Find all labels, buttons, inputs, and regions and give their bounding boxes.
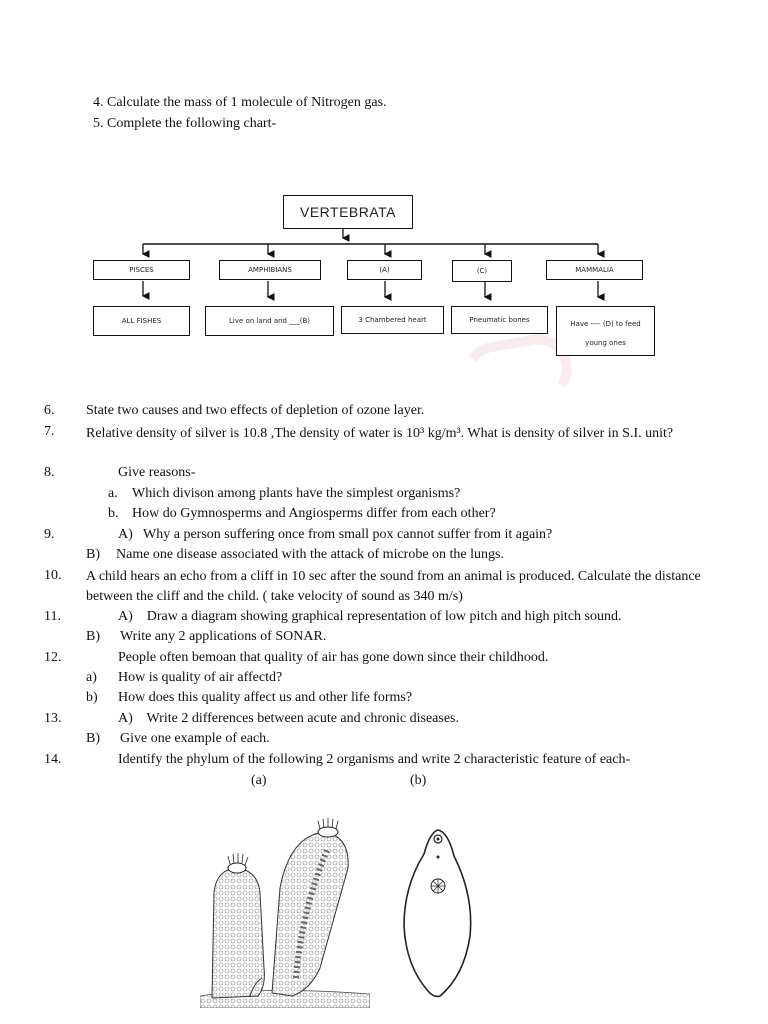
chart-leaf-have-d: Have ---- (D) to feed young ones [556, 306, 655, 356]
q9-num: 9. [44, 527, 55, 542]
figure-label-b: (b) [410, 773, 427, 788]
organism-b-flatworm-drawing [398, 826, 478, 1001]
q6-num: 6. [44, 403, 55, 418]
organism-a-sponge-drawing [200, 818, 370, 1008]
q11b-num: B) [86, 629, 100, 644]
q14-num: 14. [44, 752, 62, 767]
q13-num: 13. [44, 711, 62, 726]
q7-num: 7. [44, 424, 55, 439]
question-5: 5. Complete the following chart- [93, 116, 277, 131]
q12-num: 12. [44, 650, 62, 665]
question-4: 4. Calculate the mass of 1 molecule of Nitrogen gas. [93, 95, 387, 110]
q9b-text: Name one disease associated with the attack of microbe on the lungs. [116, 547, 504, 562]
q11a-text: A) Draw a diagram showing graphical representation of low pitch and high pitch sound. [118, 609, 622, 624]
q12a-text: How is quality of air affectd? [118, 670, 283, 685]
q13b-num: B) [86, 731, 100, 746]
chart-node-pisces: PISCES [93, 260, 190, 280]
q12a-num: a) [86, 670, 97, 685]
q11b-text: Write any 2 applications of SONAR. [120, 629, 327, 644]
q14-text: Identify the phylum of the following 2 organisms and write 2 characteristic feature of each- [118, 752, 631, 767]
q8b-num: b. [108, 506, 119, 521]
q6-text: State two causes and two effects of depletion of ozone layer. [86, 403, 425, 418]
q9b-num: B) [86, 547, 100, 562]
q7-text: Relative density of silver is 10.8 ,The density of water is 10³ kg/m³. What is density of silver in S.I. unit? [86, 426, 674, 441]
q13b-text: Give one example of each. [120, 731, 270, 746]
q13a-text: A) Write 2 differences between acute and chronic diseases. [118, 711, 459, 726]
q9a-text: A) Why a person suffering once from small pox cannot suffer from it again? [118, 527, 553, 542]
chart-leaf-live-on-land: Live on land and ___(B) [205, 306, 334, 336]
figure-label-a: (a) [251, 773, 267, 788]
q8a-text: Which divison among plants have the simplest organisms? [132, 486, 461, 501]
chart-root-vertebrata: VERTEBRATA [283, 195, 413, 229]
q12-text: People often bemoan that quality of air has gone down since their childhood. [118, 650, 549, 665]
q12b-text: How does this quality affect us and other life forms? [118, 690, 413, 705]
chart-leaf-pneumatic-bones: Pneumatic bones [451, 306, 548, 334]
q8b-text: How do Gymnosperms and Angiosperms differ from each other? [132, 506, 496, 521]
chart-node-amphibians: AMPHIBIANS [219, 260, 321, 280]
q11-num: 11. [44, 609, 61, 624]
chart-node-a: (A) [347, 260, 422, 280]
q8-num: 8. [44, 465, 55, 480]
q8-text: Give reasons- [118, 465, 196, 480]
q12b-num: b) [86, 690, 98, 705]
chart-node-c: (C) [452, 260, 512, 282]
chart-node-mammalia: MAMMALIA [546, 260, 643, 280]
q10-num: 10. [44, 568, 62, 583]
q8a-num: a. [108, 486, 118, 501]
q10-text: A child hears an echo from a cliff in 10 sec after the sound from an animal is produced. Calculate the distance between the cliff and the child. ( take velocity of sound as 340 m/s) [86, 569, 701, 604]
chart-leaf-3-chambered-heart: 3 Chambered heart [341, 306, 444, 334]
chart-leaf-all-fishes: ALL FISHES [93, 306, 190, 336]
